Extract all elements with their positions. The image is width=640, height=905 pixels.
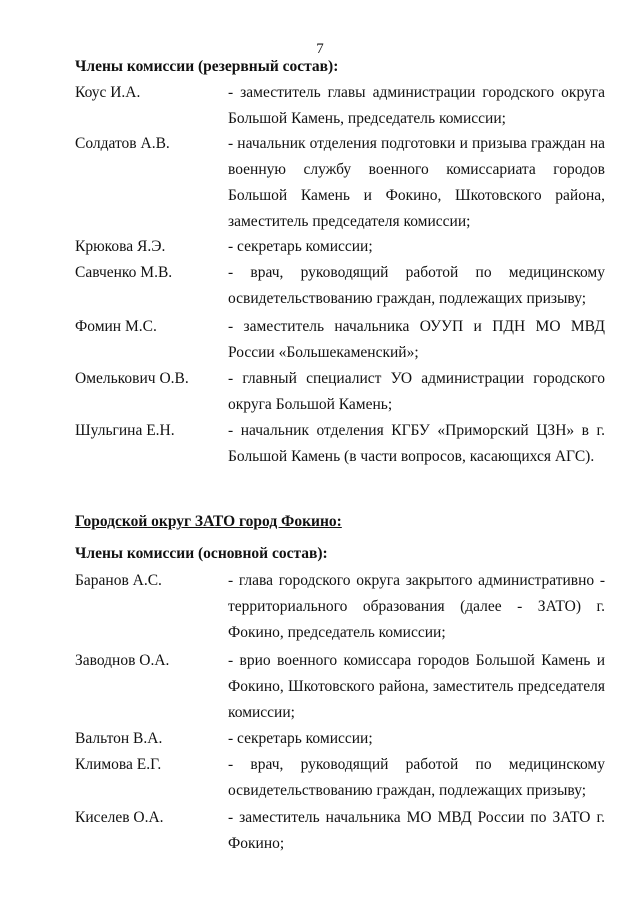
- member-name: Омелькович О.В.: [75, 370, 189, 387]
- member-role: - врио военного комиссара городов Большой Камень и Фокино, Шкотовского района, заместитель председателя комиссии;: [228, 652, 605, 721]
- district-heading: Городской округ ЗАТО город Фокино:: [75, 513, 342, 530]
- main-members-heading: Члены комиссии (основной состав):: [75, 545, 328, 562]
- member-role: - глава городского округа закрытого административно - территориального образования (далее - ЗАТО) г. Фокино, председатель комиссии;: [228, 572, 605, 641]
- member-name: Фомин М.С.: [75, 318, 157, 335]
- member-role: - начальник отделения КГБУ «Приморский ЦЗН» в г. Большой Камень (в части вопросов, касающихся АГС).: [228, 422, 605, 465]
- member-name: Заводнов О.А.: [75, 652, 170, 669]
- member-name: Киселев О.А.: [75, 809, 164, 826]
- member-name: Климова Е.Г.: [75, 756, 162, 773]
- member-name: Шульгина Е.Н.: [75, 422, 175, 439]
- member-name: Крюкова Я.Э.: [75, 238, 166, 255]
- member-role: - заместитель главы администрации городского округа Большой Камень, председатель комиссии;: [228, 84, 605, 127]
- page-number: 7: [316, 41, 324, 57]
- member-role: - главный специалист УО администрации городского округа Большой Камень;: [228, 370, 605, 413]
- member-role: - секретарь комиссии;: [228, 238, 373, 255]
- member-name: Савченко М.В.: [75, 264, 173, 281]
- member-role: - начальник отделения подготовки и призыва граждан на военную службу военного комиссариата городов Большой Камень и Фокино, Шкотовского района, заместитель председателя комиссии;: [228, 135, 605, 230]
- member-name: Коус И.А.: [75, 84, 141, 101]
- member-name: Вальтон В.А.: [75, 730, 163, 747]
- member-name: Баранов А.С.: [75, 572, 162, 589]
- reserve-members-heading: Члены комиссии (резервный состав):: [75, 58, 339, 75]
- member-role: - секретарь комиссии;: [228, 730, 373, 747]
- member-name: Солдатов А.В.: [75, 135, 170, 152]
- member-role: - врач, руководящий работой по медицинскому освидетельствованию граждан, подлежащих призыву;: [228, 264, 605, 307]
- member-role: - врач, руководящий работой по медицинскому освидетельствованию граждан, подлежащих призыву;: [228, 756, 605, 799]
- member-role: - заместитель начальника МО МВД России по ЗАТО г. Фокино;: [228, 809, 605, 852]
- member-role: - заместитель начальника ОУУП и ПДН МО МВД России «Большекаменский»;: [228, 318, 605, 361]
